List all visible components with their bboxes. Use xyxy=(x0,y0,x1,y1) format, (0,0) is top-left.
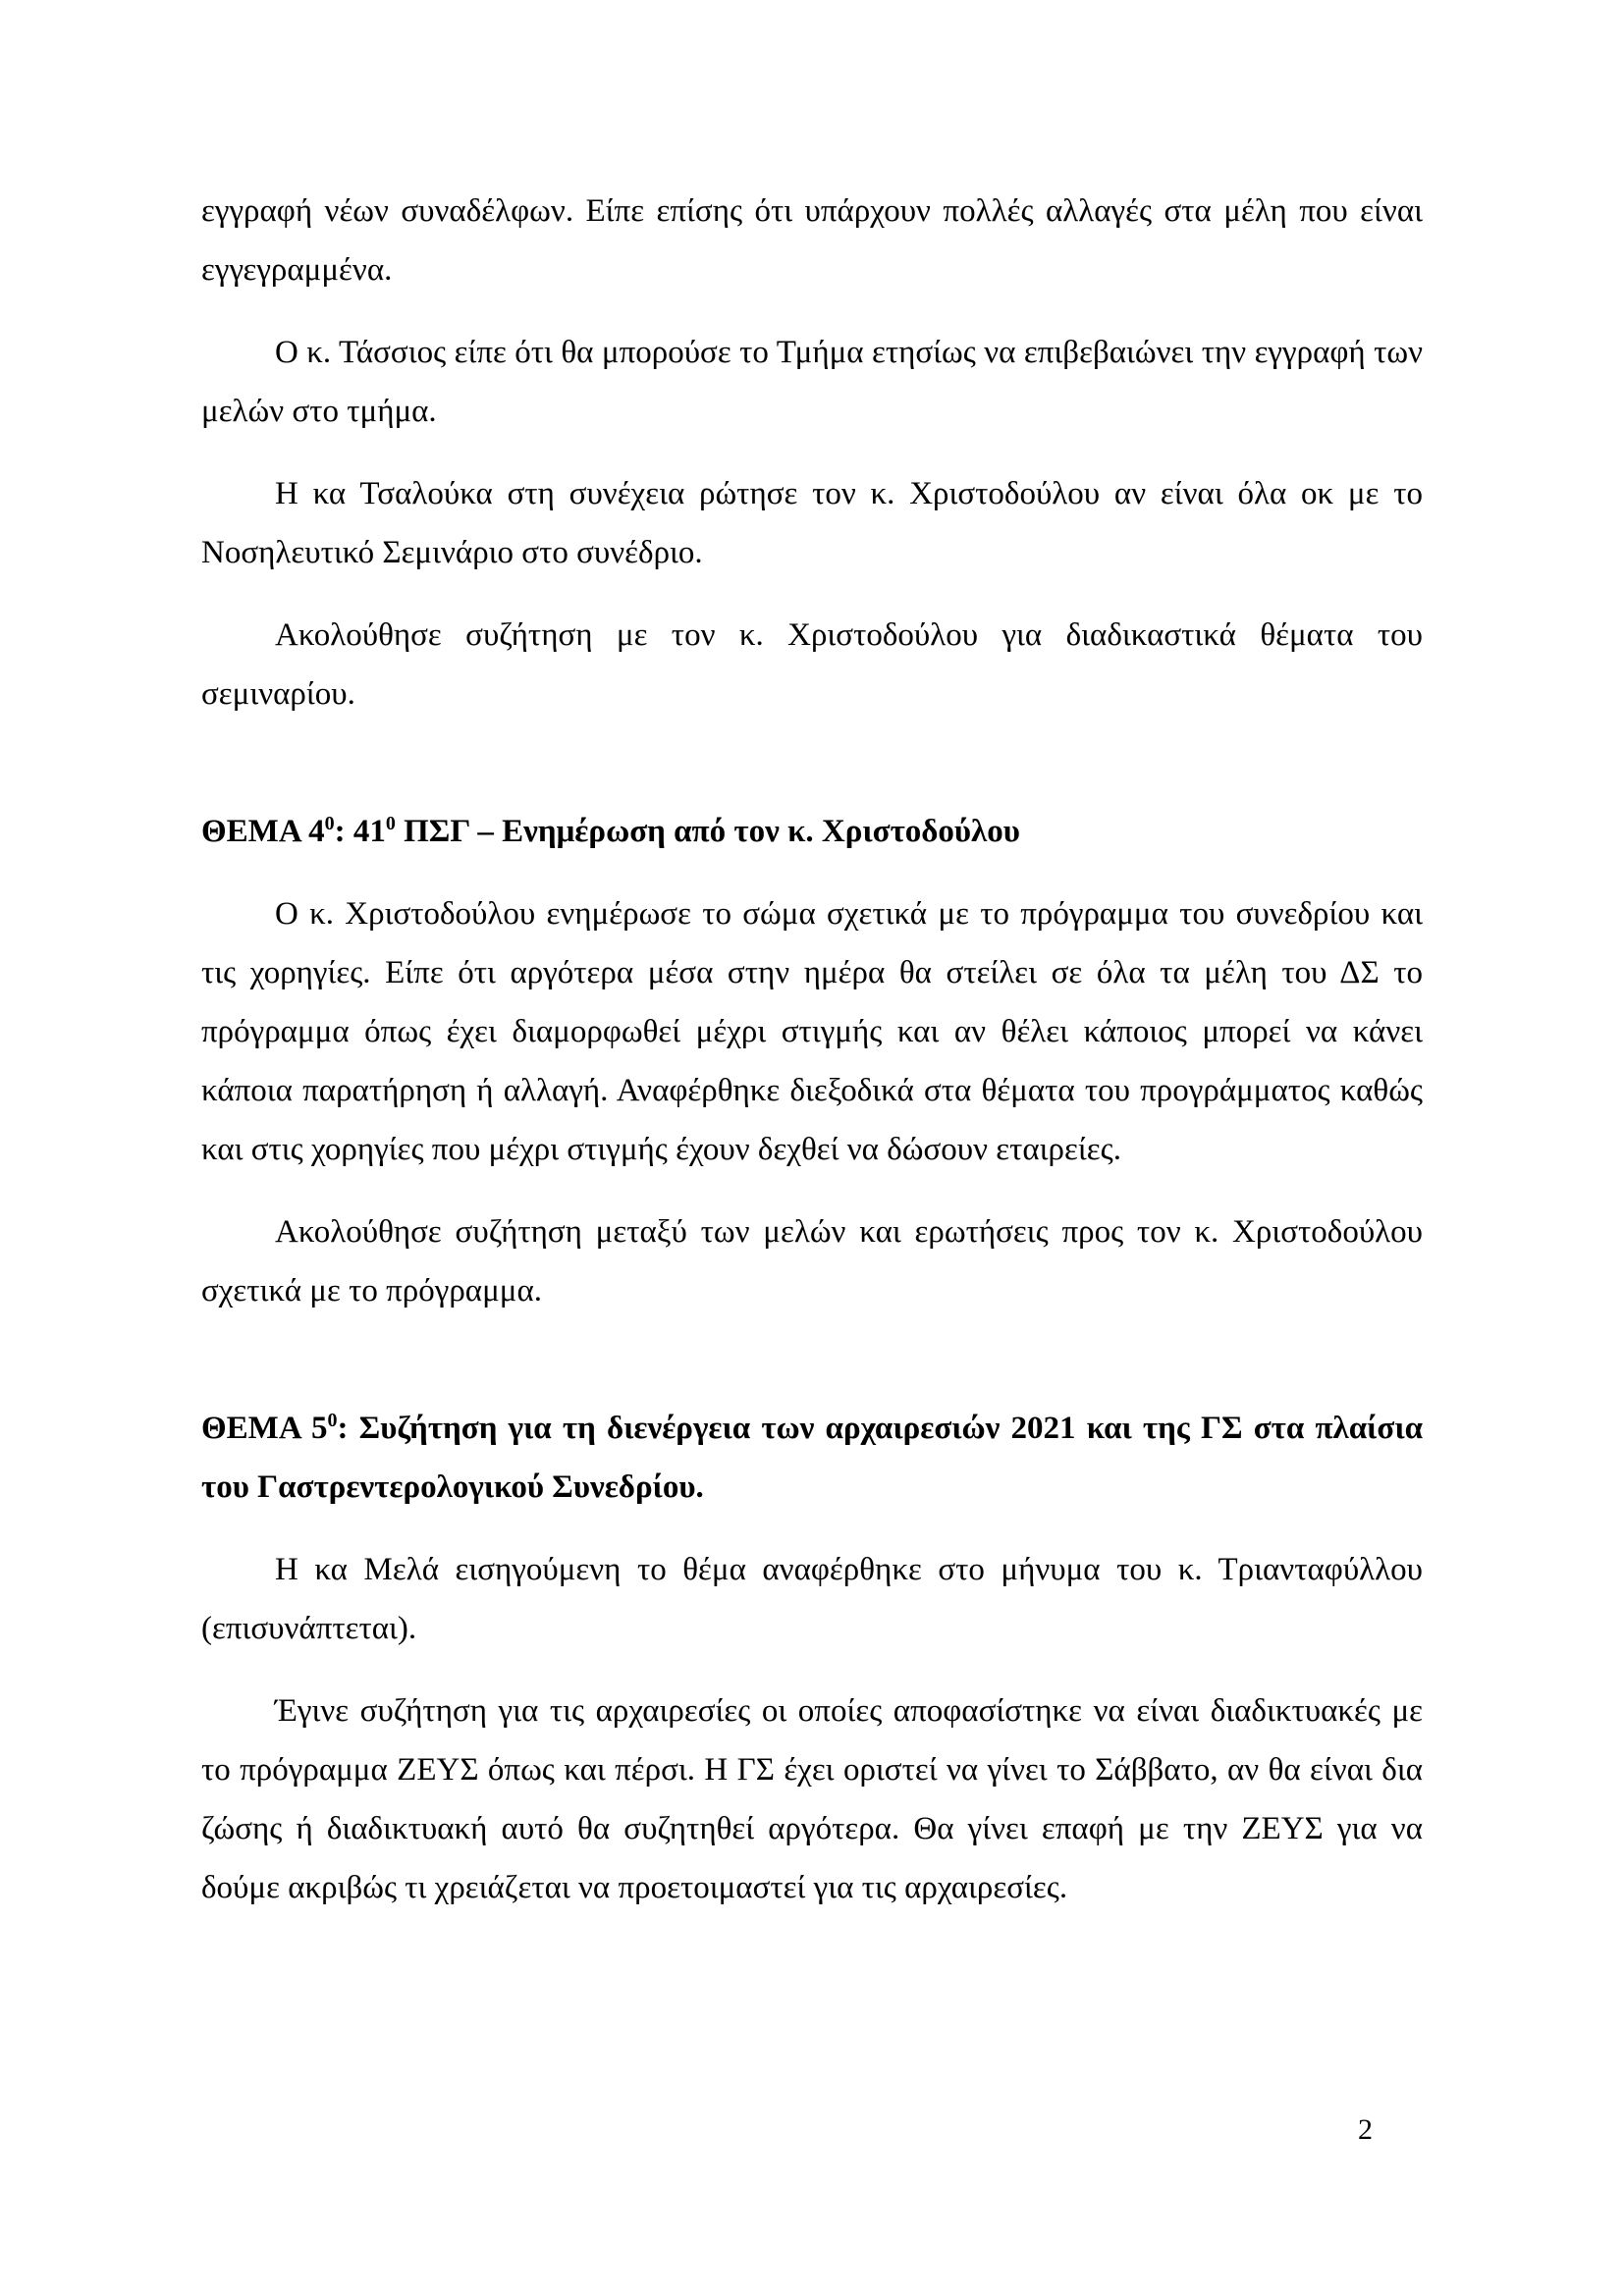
paragraph: Η κα Τσαλούκα στη συνέχεια ρώτησε τον κ. Χριστοδούλου αν είναι όλα οκ με το Νοσηλευτικό Σεμινάριο στο συνέδριο. xyxy=(201,476,1423,570)
paragraph: Ακολούθησε συζήτηση με τον κ. Χριστοδούλου για διαδικαστικά θέματα του σεμιναρίου. xyxy=(201,617,1423,712)
section-heading-thema-4 xyxy=(201,802,1423,861)
heading-text: : Συζήτηση για τη διενέργεια των αρχαιρεσιών 2021 και της ΓΣ στα πλαίσια του Γαστρεντερολογικού Συνεδρίου. xyxy=(201,1411,1423,1505)
paragraph: Η κα Μελά εισηγούμενη το θέμα αναφέρθηκε στο μήνυμα του κ. Τριανταφύλλου (επισυνάπτεται). xyxy=(201,1552,1423,1646)
heading-text: : 41 xyxy=(334,814,386,849)
heading-superscript: 0 xyxy=(327,1410,338,1431)
paragraph: Ο κ. Τάσσιος είπε ότι θα μπορούσε το Τμήμα ετησίως να επιβεβαιώνει την εγγραφή των μελών στο τμήμα. xyxy=(201,335,1423,429)
heading-text: ΘΕΜΑ 5 xyxy=(201,1411,328,1446)
paragraph: Ο κ. Χριστοδούλου ενημέρωσε το σώμα σχετικά με το πρόγραμμα του συνεδρίου και τις χορηγίες. Είπε ότι αργότερα μέσα στην ημέρα θα στείλει σε όλα τα μέλη του ΔΣ το πρόγραμμα όπως έχει διαμορφωθεί μέχρι στιγμής και αν θέλει κάποιος μπορεί να κάνει κάποια παρατήρηση ή αλλαγή. Αναφέρθηκε διεξοδικά στα θέματα του προγράμματος καθώς και στις χορηγίες που μέχρι στιγμής έχουν δεχθεί να δώσουν εταιρείες. xyxy=(201,896,1423,1167)
heading-text: ΘΕΜΑ 4 xyxy=(201,814,325,849)
paragraph-continuation: εγγραφή νέων συναδέλφων. Είπε επίσης ότι υπάρχουν πολλές αλλαγές στα μέλη που είναι εγγεγραμμένα. xyxy=(201,193,1423,288)
heading-text: ΠΣΓ – Ενημέρωση από τον κ. Χριστοδούλου xyxy=(395,814,1020,849)
heading-superscript: 0 xyxy=(385,813,396,834)
heading-superscript: 0 xyxy=(324,813,335,834)
section-heading-thema-5 xyxy=(201,1399,1423,1517)
paragraph: Έγινε συζήτηση για τις αρχαιρεσίες οι οποίες αποφασίστηκε να είναι διαδικτυακές με το πρόγραμμα ΖΕΥΣ όπως και πέρσι. Η ΓΣ έχει οριστεί να γίνει το Σάββατο, αν θα είναι δια ζώσης ή διαδικτυακή αυτό θα συζητηθεί αργότερα. Θα γίνει επαφή με την ΖΕΥΣ για να δούμε ακριβώς τι χρειάζεται να προετοιμαστεί για τις αρχαιρεσίες. xyxy=(201,1693,1423,1905)
page-number: 2 xyxy=(1358,2113,1373,2146)
paragraph: Ακολούθησε συζήτηση μεταξύ των μελών και ερωτήσεις προς τον κ. Χριστοδούλου σχετικά με το πρόγραμμα. xyxy=(201,1214,1423,1308)
